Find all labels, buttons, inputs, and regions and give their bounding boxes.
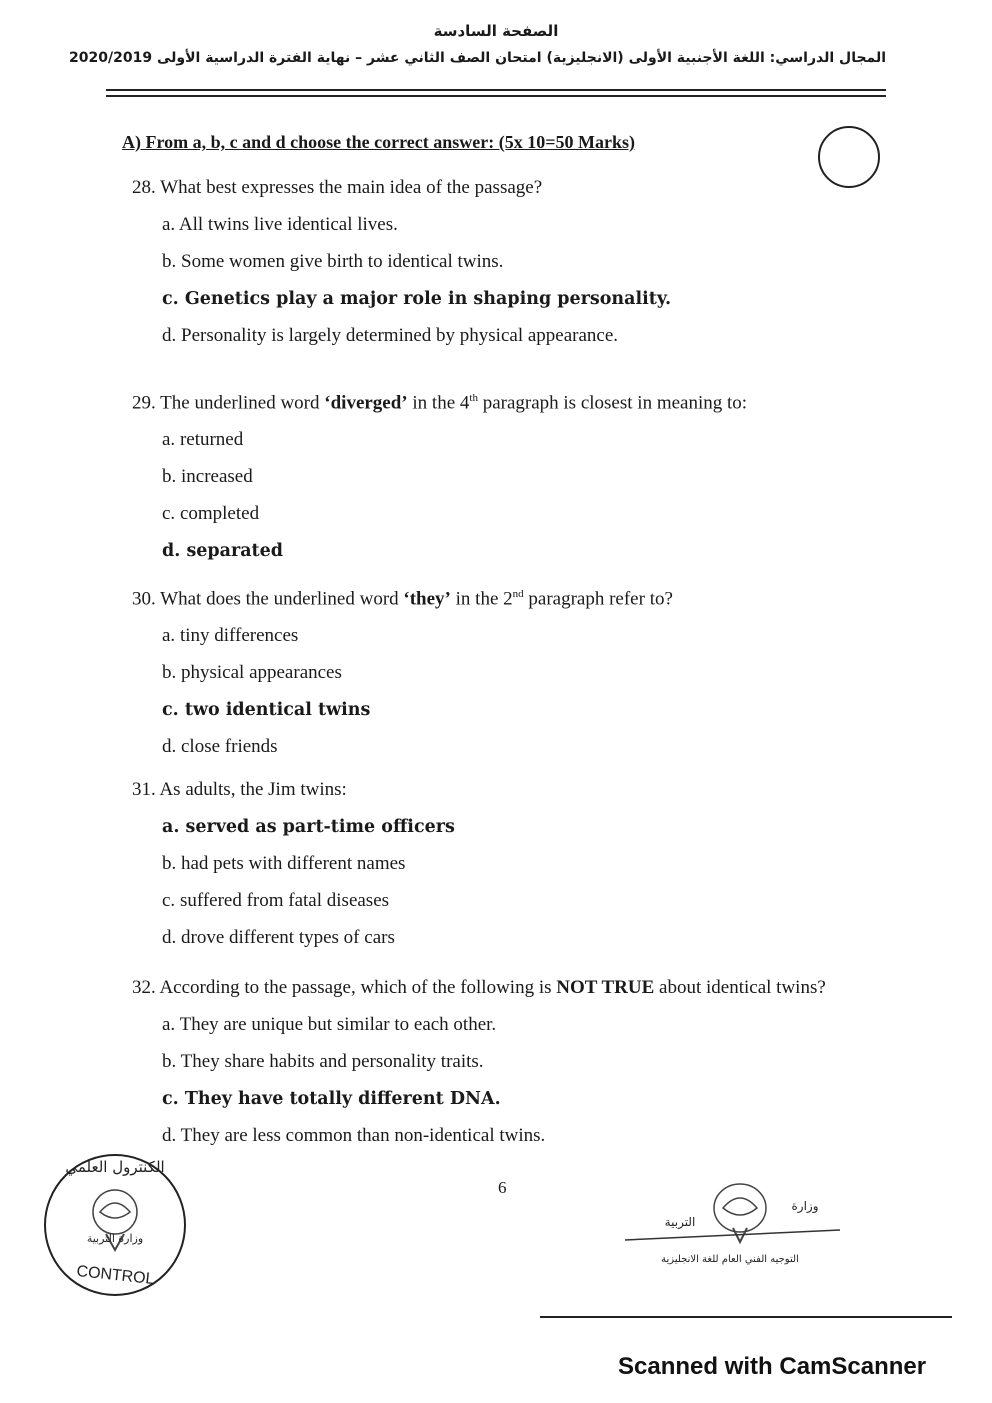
stamp-arabic-side: وزارة التربية: [86, 1232, 144, 1245]
option-c-correct: c. two identical twins: [162, 700, 371, 721]
question-text: As adults, the Jim twins:: [159, 779, 347, 800]
option-d: d. They are less common than non-identical twins.: [162, 1125, 546, 1146]
option-b: b. increased: [162, 466, 253, 488]
question-number: 32.: [132, 977, 156, 998]
page-number: 6: [498, 1178, 507, 1197]
question-text: What best expresses the main idea of the passage?: [160, 177, 543, 198]
question-28: [132, 176, 912, 348]
section-heading: A) From a, b, c and d choose the correct answer: (5x 10=50 Marks): [122, 132, 636, 152]
option-b: b. physical appearances: [162, 662, 342, 684]
option-d-correct: d. separated: [162, 541, 284, 562]
option-d: d. close friends: [162, 736, 278, 758]
header-divider: [106, 89, 886, 91]
option-a: a. All twins live identical lives.: [162, 214, 398, 235]
keyword: ‘diverged’: [324, 392, 408, 414]
question-30: [132, 582, 912, 759]
stamp-ministry-word: وزارة: [791, 1199, 819, 1213]
option-d: d. Personality is largely determined by physical appearance.: [162, 325, 619, 346]
stamp-arabic-top: الكنترول العلمي: [65, 1158, 165, 1176]
option-c-correct: c. Genetics play a major role in shaping personality.: [162, 289, 672, 309]
page-title: الصفحة السادسة: [433, 22, 559, 40]
option-b: b. had pets with different names: [162, 853, 406, 874]
question-stem: [132, 176, 912, 200]
option-c: c. suffered from fatal diseases: [162, 890, 390, 911]
question-number: 31.: [132, 779, 156, 800]
keyword: ‘they’: [403, 588, 451, 610]
option-a: a. They are unique but similar to each other.: [162, 1014, 497, 1035]
question-number: 28.: [132, 177, 156, 198]
option-c-correct: c. They have totally different DNA.: [162, 1089, 501, 1109]
question-stem: 32. According to the passage, which of the following is NOT TRUE about identical twins?: [132, 977, 826, 998]
question-stem: [132, 778, 912, 802]
option-d: d. drove different types of cars: [162, 927, 395, 948]
ministry-stamp-icon: [615, 1178, 845, 1278]
exam-subject-line: المجال الدراسي: اللغة الأجنبية الأولى (الانجليزية) امتحان الصف الثاني عشر – نهاية الفترة الدراسية الأولى 2020/2019: [69, 50, 886, 66]
stamp-department: التوجيه الفني العام للغة الانجليزية: [661, 1254, 799, 1265]
question-number: 29.: [132, 392, 156, 414]
control-stamp-icon: [40, 1150, 190, 1300]
stamp-education-word: التربية: [664, 1215, 696, 1229]
option-a-correct: a. served as part-time officers: [162, 817, 455, 837]
keyword: NOT TRUE: [556, 977, 655, 998]
option-c: c. completed: [162, 503, 260, 525]
stamp-english: CONTROL: [75, 1262, 156, 1289]
option-a: a. tiny differences: [162, 625, 299, 647]
header-divider: [106, 95, 886, 97]
scanner-watermark: Scanned with CamScanner: [618, 1353, 927, 1380]
question-stem: 30. What does the underlined word ‘they’ in the 2nd paragraph refer to?: [132, 588, 673, 610]
option-b: b. They share habits and personality traits.: [162, 1051, 484, 1072]
question-31: [132, 778, 912, 950]
question-stem: 29. The underlined word ‘diverged’ in the 4th paragraph is closest in meaning to:: [132, 392, 748, 414]
option-b: b. Some women give birth to identical twins.: [162, 251, 504, 272]
question-number: 30.: [132, 588, 156, 610]
option-a: a. returned: [162, 429, 244, 451]
question-32: [132, 976, 912, 1148]
question-29: [132, 386, 912, 563]
footer-divider: [540, 1316, 952, 1318]
